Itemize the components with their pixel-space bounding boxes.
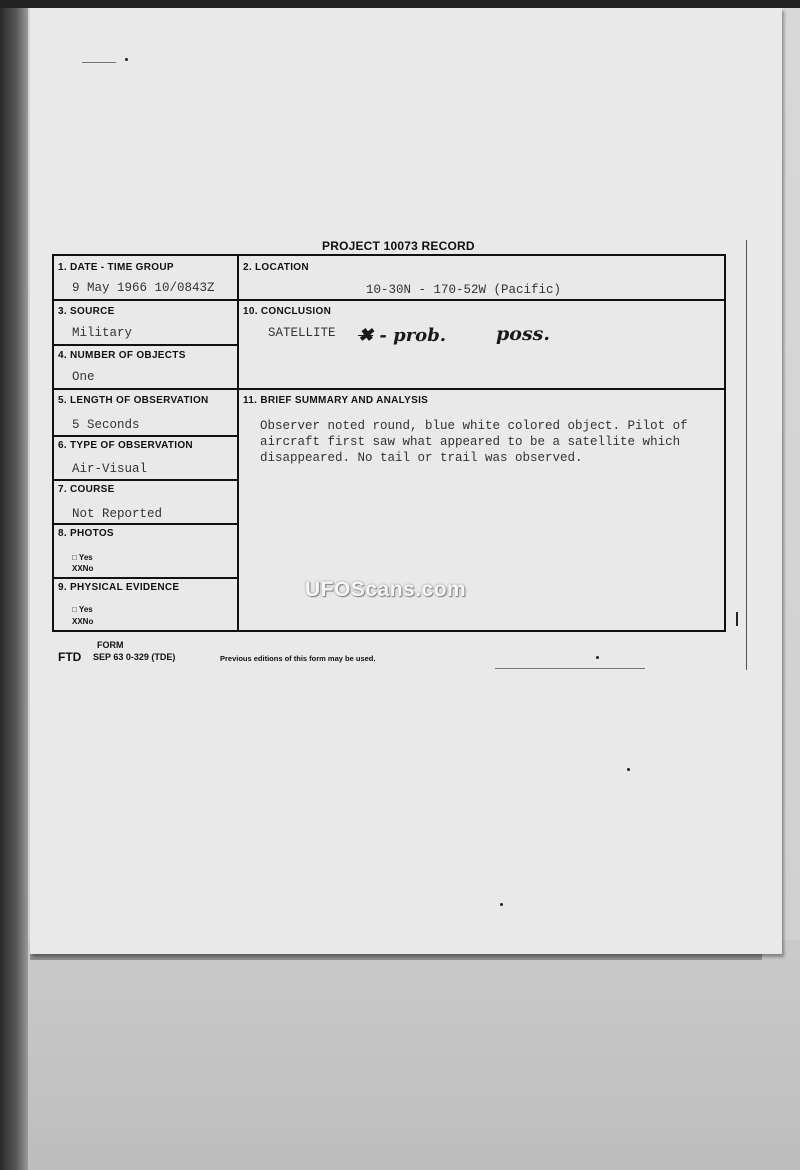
photos-no <box>72 564 93 573</box>
handwritten-prob: - prob. <box>379 325 447 346</box>
footer-form-word: FORM <box>97 640 124 650</box>
paper-shadow <box>30 954 762 960</box>
physical-evidence-label: 9. PHYSICAL EVIDENCE <box>58 582 180 593</box>
date-time-value: 9 May 1966 10/0843Z <box>72 281 215 295</box>
footer-form-number: SEP 63 0-329 (TDE) <box>93 652 176 662</box>
speck-mark <box>736 612 738 626</box>
summary-label: 11. BRIEF SUMMARY AND ANALYSIS <box>243 395 429 406</box>
footer-note: Previous editions of this form may be used. <box>220 654 376 663</box>
photos-yes-text: Yes <box>78 553 93 562</box>
conclusion-handwritten: ✖︎ - prob. <box>358 325 447 346</box>
type-value: Air-Visual <box>72 462 148 476</box>
watermark: UFOScans.com <box>305 578 467 601</box>
scanner-bed <box>0 940 800 1170</box>
course-label: 7. COURSE <box>58 484 115 495</box>
form-divider <box>53 523 238 525</box>
form-divider <box>53 299 726 301</box>
course-value: Not Reported <box>72 507 163 521</box>
speck-mark <box>82 62 116 63</box>
photos-yes: □ Yes <box>72 553 93 562</box>
source-label: 3. SOURCE <box>58 306 115 317</box>
summary-text: Observer noted round, blue white colored object. Pilot of aircraft first saw what appeared to be a satellite which disappeared. No tail or trail was observed. <box>260 419 688 465</box>
speck-mark <box>596 656 599 659</box>
number-of-objects-value: One <box>72 370 95 384</box>
length-value: 5 Seconds <box>72 418 140 432</box>
speck-mark <box>495 668 645 669</box>
photos-label: 8. PHOTOS <box>58 528 114 539</box>
physical-evidence-yes: □ Yes <box>72 605 93 614</box>
location-value: 10-30N - 170-52W (Pacific) <box>366 283 562 297</box>
date-time-label: 1. DATE - TIME GROUP <box>58 262 174 273</box>
speck-mark <box>125 58 128 61</box>
conclusion-label: 10. CONCLUSION <box>243 306 332 317</box>
photos-no-text: No <box>82 564 94 573</box>
speck-mark <box>500 903 503 906</box>
type-label: 6. TYPE OF OBSERVATION <box>58 440 193 451</box>
speck-mark <box>627 768 630 771</box>
physical-evidence-no <box>72 617 93 626</box>
scan-top-edge <box>0 0 800 8</box>
physical-evidence-yes-text: Yes <box>78 605 93 614</box>
location-label: 2. LOCATION <box>243 262 309 273</box>
document-title: PROJECT 10073 RECORD <box>322 239 475 253</box>
form-divider <box>53 479 238 481</box>
form-divider <box>53 344 238 346</box>
source-value: Military <box>72 326 133 340</box>
photos-no-mark: XX <box>72 564 83 573</box>
form-divider <box>237 255 239 631</box>
footer-ftd: FTD <box>58 650 82 664</box>
scan-left-edge <box>0 0 28 1170</box>
physical-evidence-no-text: No <box>82 617 94 626</box>
number-of-objects-label: 4. NUMBER OF OBJECTS <box>58 350 186 361</box>
form-divider <box>53 435 238 437</box>
form-divider <box>53 388 726 390</box>
form-divider <box>53 577 238 579</box>
conclusion-handwritten-2: poss. <box>496 323 550 345</box>
conclusion-value: SATELLITE <box>268 326 336 340</box>
length-label: 5. LENGTH OF OBSERVATION <box>58 395 209 406</box>
fold-line <box>746 240 747 670</box>
physical-evidence-no-mark: XX <box>72 617 83 626</box>
